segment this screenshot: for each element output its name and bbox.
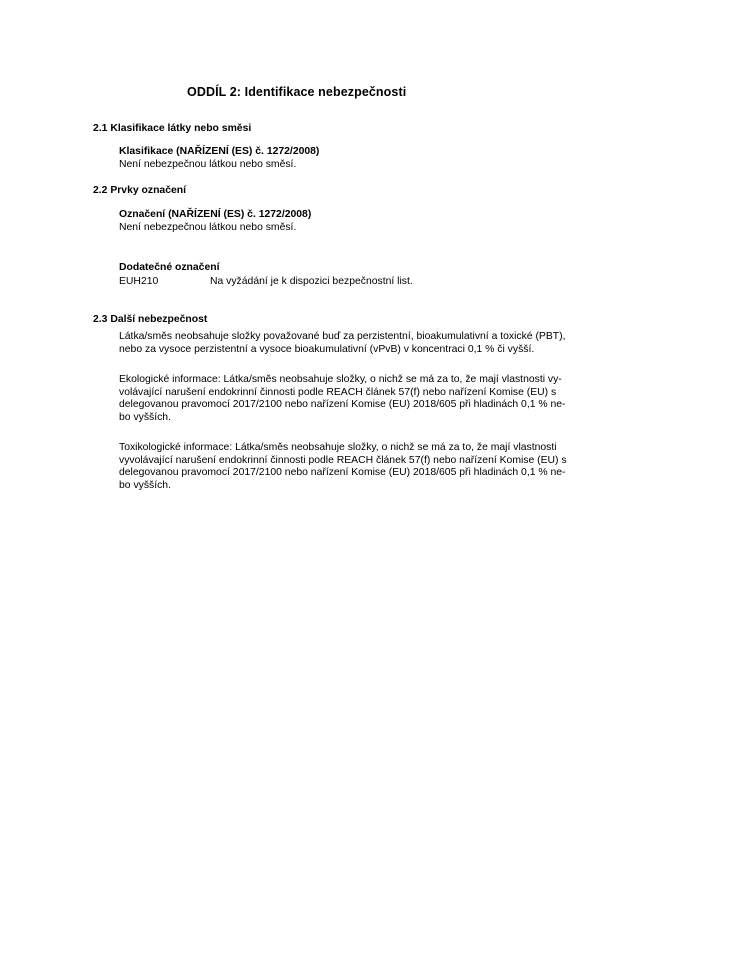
ecological-paragraph [119,374,649,424]
additional-labelling-label: Dodatečné označení [119,262,220,273]
labelling-label: Označení (NAŘÍZENÍ (ES) č. 1272/2008) [119,209,312,220]
toxicological-line-1: Toxikologické informace: Látka/směs neobsahuje složky, o nichž se má za to, že mají vlastnosti [119,442,557,453]
classification-text: Není nebezpečnou látkou nebo směsí. [119,159,297,170]
pbt-line-1: Látka/směs neobsahuje složky považované buď za perzistentní, bioakumulativní a toxické (PBT), [119,331,566,342]
additional-labelling-block [119,261,649,288]
toxicological-line-3: delegovanou pravomocí 2017/2100 nebo nařízení Komise (EU) 2018/605 při hladinách 0,1 % ne- [119,467,566,479]
heading-2-1: 2.1 Klasifikace látky nebo směsi [93,123,252,134]
ecological-line-2: volávající narušení endokrinní činnosti podle REACH článek 57(f) nebo nařízení Komise (EU) s [119,386,557,398]
other-hazards-block [119,331,649,356]
euh-row [119,275,649,288]
labelling-text: Není nebezpečnou látkou nebo směsí. [119,222,297,233]
section-title: ODDÍL 2: Identifikace nebezpečnosti [187,85,407,99]
ecological-line-3: delegovanou pravomocí 2017/2100 nebo nařízení Komise (EU) 2018/605 při hladinách 0,1 % ne- [119,399,566,411]
euh-code: EUH210 [119,276,159,287]
ecological-line-1: Ekologické informace: Látka/směs neobsahuje složky, o nichž se má za to, že mají vlastnosti vy- [119,374,562,385]
ecological-block [119,374,649,424]
ecological-line-4: bo vyšších. [119,411,171,423]
classification-label: Klasifikace (NAŘÍZENÍ (ES) č. 1272/2008) [119,146,320,157]
toxicological-paragraph [119,442,649,492]
labelling-block [119,208,649,235]
classification-block [119,145,649,172]
pbt-paragraph [119,331,649,356]
toxicological-block [119,442,649,492]
pbt-line-2: nebo za vysoce perzistentní a vysoce bioakumulativní (vPvB) v koncentraci 0,1 % či vyšší. [119,343,535,355]
toxicological-line-2: vyvolávající narušení endokrinní činnosti podle REACH článek 57(f) nebo nařízení Komise (EU) s [119,454,567,466]
toxicological-line-4: bo vyšších. [119,479,171,491]
heading-2-2: 2.2 Prvky označení [93,185,186,196]
euh-text: Na vyžádání je k dispozici bezpečnostní list. [210,276,413,287]
heading-2-3: 2.3 Další nebezpečnost [93,314,208,325]
